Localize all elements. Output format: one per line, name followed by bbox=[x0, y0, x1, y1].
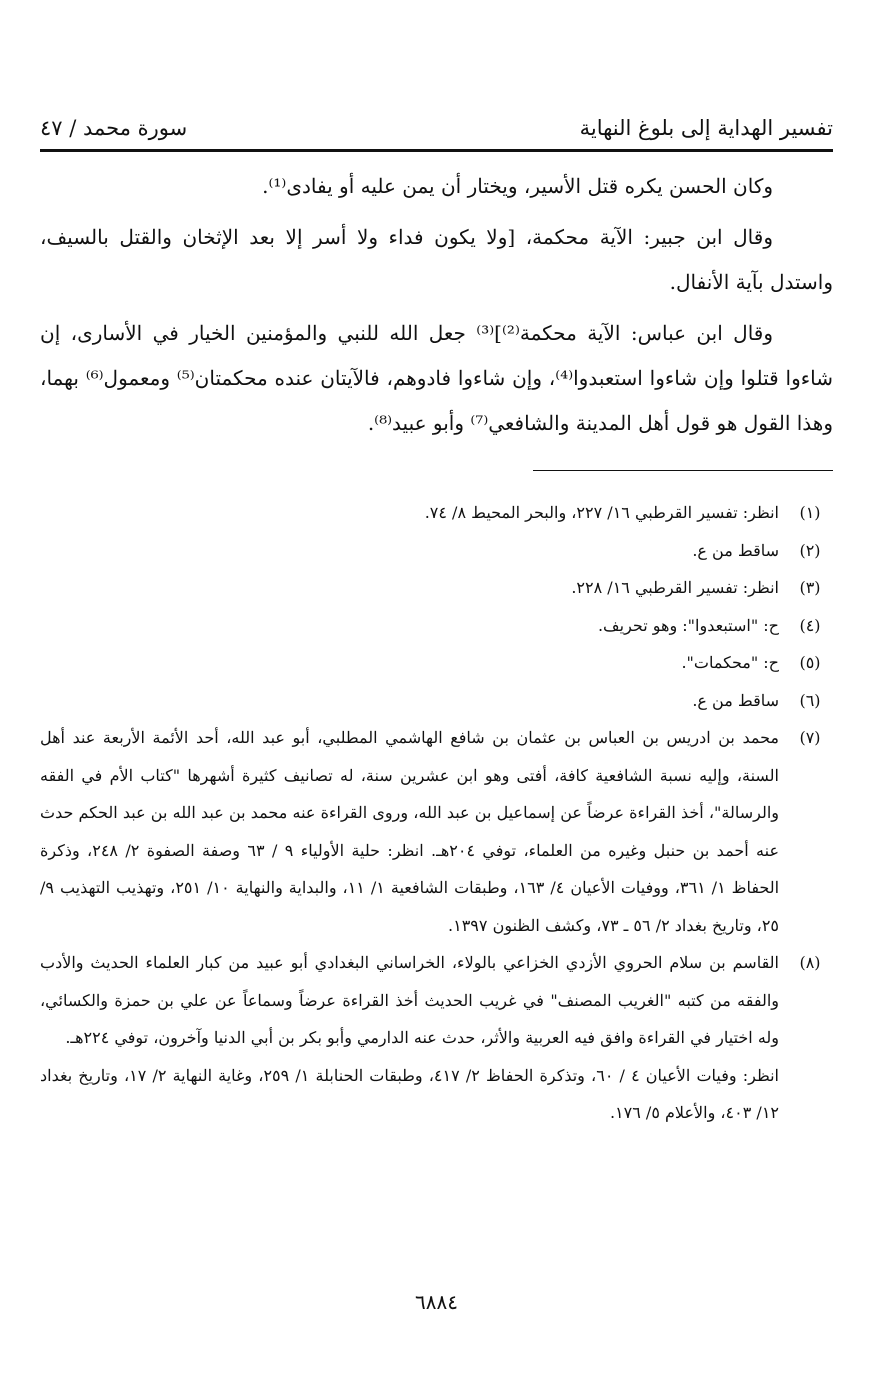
footnote bbox=[40, 569, 833, 607]
paragraph: وكان الحسن يكره قتل الأسير، ويختار أن يمن عليه أو يفادى⁽¹⁾. bbox=[262, 174, 773, 198]
footnote-text: ساقط من ع. bbox=[692, 540, 779, 560]
footnote-text: ح: "محكمات". bbox=[681, 653, 779, 672]
book-page bbox=[40, 0, 833, 1384]
footnote-sources: انظر: وفيات الأعيان ٤ / ٦٠، وتذكرة الحفاظ ٢/ ٤١٧، وطبقات الحنابلة ١/ ٢٥٩، وغاية النهاية ٢/ ١٧، وتاريخ بغداد ١٢/ ٤٠٣، والأعلام ٥/ ١٧٦. bbox=[40, 1065, 780, 1122]
surah-page-label: سورة محمد / ٤٧ bbox=[40, 116, 188, 140]
footnote-number: (٢) bbox=[799, 540, 821, 560]
paragraph: وقال ابن عباس: الآية محكمة⁽²⁾]⁽³⁾ جعل الله للنبي والمؤمنين الخيار في الأسارى، إن شاءوا قتلوا وإن شاءوا استعبدوا⁽⁴⁾، وإن شاءوا فادوهم، فالآيتان عنده محكمتان⁽⁵⁾ ومعمول⁽⁶⁾ بهما، وهذا القول هو قول أهل المدينة والشافعي⁽⁷⁾ وأبو عبيد⁽⁸⁾. bbox=[40, 321, 833, 435]
page-number: ٦٨٨٤ bbox=[415, 1290, 458, 1314]
footnote-divider bbox=[533, 470, 833, 471]
footnote bbox=[40, 944, 833, 1057]
footnote-number: (٦) bbox=[799, 690, 821, 710]
paragraph: وقال ابن جبير: الآية محكمة، [ولا يكون فداء ولا أسر إلا بعد الإثخان والقتل بالسيف، واستدل بآية الأنفال. bbox=[40, 225, 833, 294]
footnote bbox=[40, 682, 833, 720]
book-title: تفسير الهداية إلى بلوغ النهاية bbox=[579, 116, 833, 140]
footnote bbox=[40, 719, 833, 944]
footnote-text: ح: "استبعدوا": وهو تحريف. bbox=[597, 615, 779, 635]
header-divider bbox=[40, 149, 833, 152]
footnote bbox=[40, 494, 833, 532]
footnote-text: انظر: تفسير القرطبي ١٦/ ٢٢٨. bbox=[571, 578, 779, 597]
footnote-text: ساقط من ع. bbox=[692, 690, 779, 710]
footnote-text: انظر: تفسير القرطبي ١٦/ ٢٢٧، والبحر المحيط ٨/ ٧٤. bbox=[424, 503, 779, 522]
footnote-text: محمد بن ادريس بن العباس بن عثمان بن شافع الهاشمي المطلبي، أبو عبد الله، أحد الأئمة الأربعة عند أهل السنة، وإليه نسبة الشافعية كافة، أفتى وهو ابن عشرين سنة، له تصانيف كثيرة أشهرها "كتاب الأم في الفقه والرسالة"، أخذ القراءة عرضاً عن إسماعيل بن عبد الله، وروى القراءة عنه محمد بن عبد الله بن عبد الحكم حدث عنه أحمد بن حنبل وغيره من العلماء، توفي ٢٠٤هـ. انظر: حلية الأولياء ٩ / ٦٣ وصفة الصفوة ٢/ ٢٤٨، وذكرة الحفاظ ١/ ٣٦١، ووفيات الأعيان ٤/ ١٦٣، وطبقات الشافعية ١/ ١١، والبداية والنهاية ١٠/ ٢٥١، وتهذيب التهذيب ٩/ ٢٥، وتاريخ بغداد ٢/ ٥٦ ـ ٧٣، وكشف الظنون ١٣٩٧. bbox=[40, 728, 780, 935]
footnote bbox=[40, 607, 833, 645]
footnote-number: (٧) bbox=[799, 728, 821, 747]
footnote-number: (٥) bbox=[799, 653, 821, 672]
footnote-number: (٨) bbox=[799, 953, 821, 972]
footnote bbox=[40, 644, 833, 682]
main-text bbox=[40, 164, 833, 452]
footnote-text: القاسم بن سلام الحروي الأزدي الخزاعي بالولاء، الخراساني البغدادي أبو عبيد من كبار العلماء الحديث والأدب والفقه من كتبه "الغريب المصنف" في غريب الحديث أخذ القراءة عرضاً وسماعاً عن علي بن حمزة والكسائي، وله اختيار في القراءة وافق فيه العربية والأثر، حدث عنه الدارمي وأبو بكر بن أبي الدنيا وآخرون، توفي ٢٢٤هـ. bbox=[40, 953, 779, 1047]
running-header bbox=[40, 108, 833, 148]
footnote bbox=[40, 532, 833, 570]
footnote-number: (٣) bbox=[799, 578, 821, 597]
footnote-number: (٤) bbox=[799, 615, 821, 635]
footnotes bbox=[40, 494, 833, 1132]
footnote-number: (١) bbox=[799, 503, 821, 522]
